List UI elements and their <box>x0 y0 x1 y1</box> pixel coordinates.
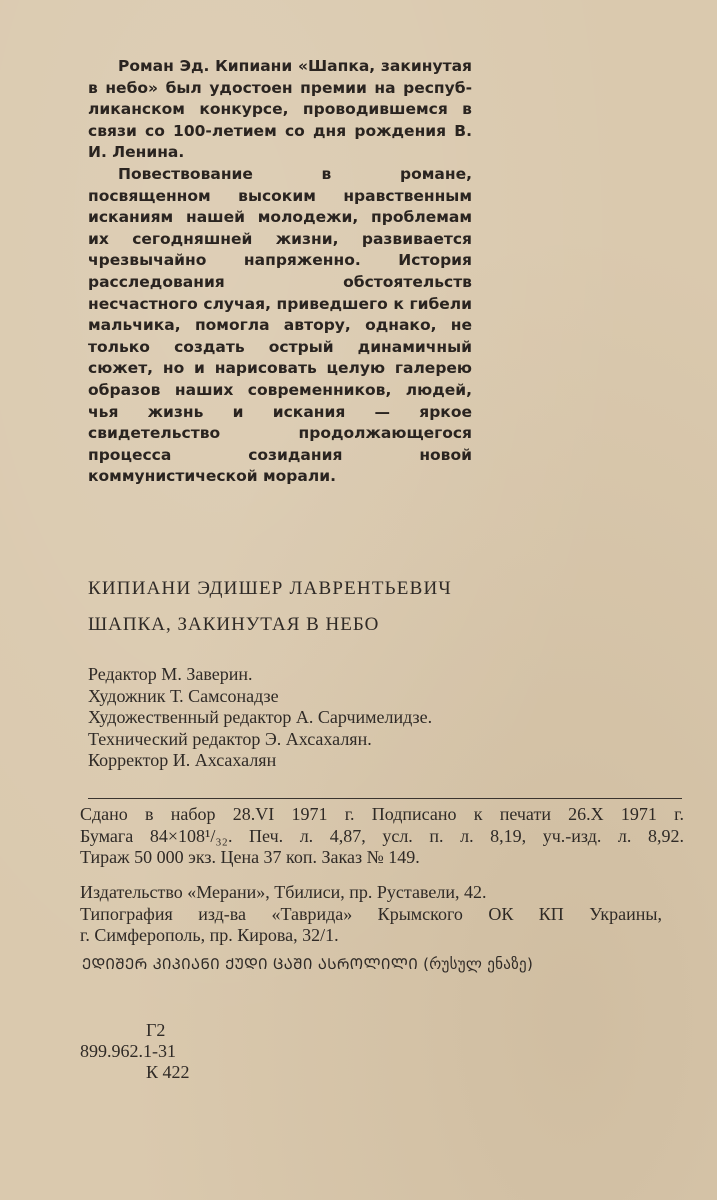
publisher-line: г. Симферополь, пр. Кирова, 32/1. <box>80 925 339 945</box>
divider-rule <box>88 798 682 799</box>
credit-art-editor: Художественный редактор А. Сарчимелидзе. <box>88 707 433 727</box>
catalog-codes <box>80 1020 190 1083</box>
credit-editor: Редактор М. Заверин. <box>88 664 253 684</box>
annotation-paragraph-1: Роман Эд. Кипиани «Шапка, закинутая в небо» был удостоен премии на республиканском конкурсе, проводившемся в связи со 100-летием со дня рождения В. И. Ленина. <box>88 57 472 162</box>
publisher-line: Типография изд-ва «Таврида» Крымского ОК КП Украины, <box>80 903 662 924</box>
book-title: ШАПКА, ЗАКИНУТАЯ В НЕБО <box>88 614 380 635</box>
georgian-imprint-line: ᲔᲓᲘᲨᲔᲠ ᲙᲘᲞᲘᲐᲜᲘ ᲥᲣᲓᲘ ᲪᲐᲨᲘ ᲐᲡᲠᲝᲚᲘᲚᲘ (რუსულ ენაზე) <box>82 955 534 973</box>
credit-artist: Художник Т. Самсонадзе <box>88 685 279 706</box>
print-info-line: Тираж 50 000 экз. Цена 37 коп. Заказ № 149. <box>80 847 420 867</box>
print-info-line: Сдано в набор 28.VI 1971 г. Подписано к печати 26.X 1971 г. <box>80 804 684 824</box>
publisher-line: Издательство «Мерани», Тбилиси, пр. Руставели, 42. <box>80 882 487 902</box>
catalog-code-line: Г2 <box>146 1020 166 1040</box>
annotation-paragraph-2: Повествование в романе, посвященном высоким нравственным исканиям нашей молодежи, проблемам их сегодняшней жизни, развивается чрезвычайно напряженно. История расследования обстоятельств несчастного случая, приведшего к гибели мальчика, помогла автору, однако, не только создать острый динамичный сюжет, но и нарисовать целую галерею образов наших современников, людей, чья жизнь и искания — яркое свидетельство продолжающегося процесса созидания новой коммунистической морали. <box>88 164 472 486</box>
print-info-block <box>80 804 684 869</box>
author-name: КИПИАНИ ЭДИШЕР ЛАВРЕНТЬЕВИЧ <box>88 578 452 599</box>
credits-list <box>88 664 432 772</box>
publisher-block <box>80 882 662 947</box>
print-info-line: Бумага 84×108¹/₃₂. Печ. л. 4,87, усл. п. л. 8,19, уч.-изд. л. 8,92. <box>80 825 684 846</box>
annotation-block <box>88 56 472 488</box>
catalog-code-line: 899.962.1-31 <box>80 1041 176 1061</box>
credit-proofreader: Корректор И. Ахсахалян <box>88 750 277 770</box>
credit-technical-editor: Технический редактор Э. Ахсахалян. <box>88 728 372 749</box>
catalog-code-line: К 422 <box>146 1062 190 1082</box>
